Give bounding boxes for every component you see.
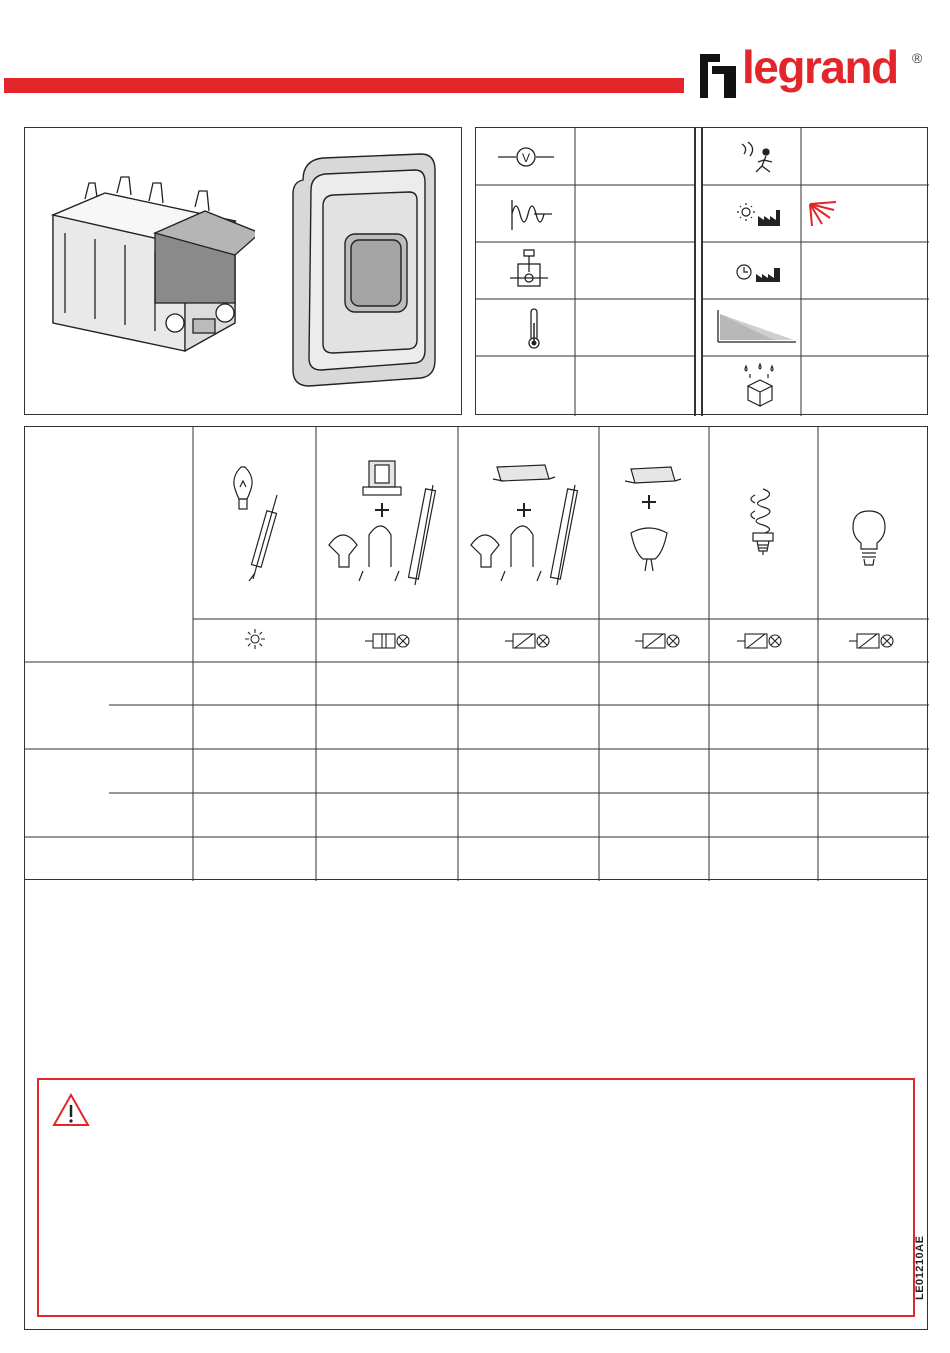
electronic-transformer-icon (619, 459, 699, 589)
timer-icon (734, 258, 784, 288)
svg-text:V: V (521, 151, 531, 165)
ip-protection-icon (740, 362, 780, 408)
terminal-clamp-icon (508, 248, 548, 294)
motion-detection-icon (738, 138, 782, 178)
led-bulb-icon (849, 509, 889, 569)
document-code: LE01210AE (914, 1235, 926, 1300)
specification-icons-panel (475, 127, 928, 415)
header-red-bar (4, 78, 684, 93)
product-image-panel (24, 127, 462, 415)
lux-threshold-icon (736, 200, 782, 230)
registered-mark: ® (912, 50, 923, 66)
frequency-icon (504, 194, 554, 234)
ferromagnetic-symbol (365, 631, 415, 651)
thermometer-icon (524, 305, 544, 351)
brand-name: legrand (742, 41, 898, 93)
legrand-logo (698, 41, 924, 106)
electronic-symbol (635, 631, 685, 651)
electronic-symbol (849, 631, 899, 651)
warning-box (37, 1078, 915, 1317)
sensitivity-rays-icon (806, 198, 842, 228)
electronic-ballast-icon (467, 455, 587, 595)
detector-cover-image (283, 150, 443, 390)
voltage-icon (496, 142, 556, 172)
cfl-bulb-icon (743, 487, 783, 561)
legrand-logo-mark (698, 52, 738, 100)
electronic-symbol (505, 631, 555, 651)
load-compatibility-table (24, 426, 928, 880)
lamp-symbol (243, 627, 267, 651)
warning-triangle-icon (51, 1092, 91, 1128)
mechanism-module-image (45, 173, 255, 373)
electronic-symbol (737, 631, 787, 651)
incandescent-halogen-icon (225, 463, 285, 593)
detection-range-icon (714, 308, 798, 348)
ferromagnetic-transformer-icon (325, 455, 445, 595)
